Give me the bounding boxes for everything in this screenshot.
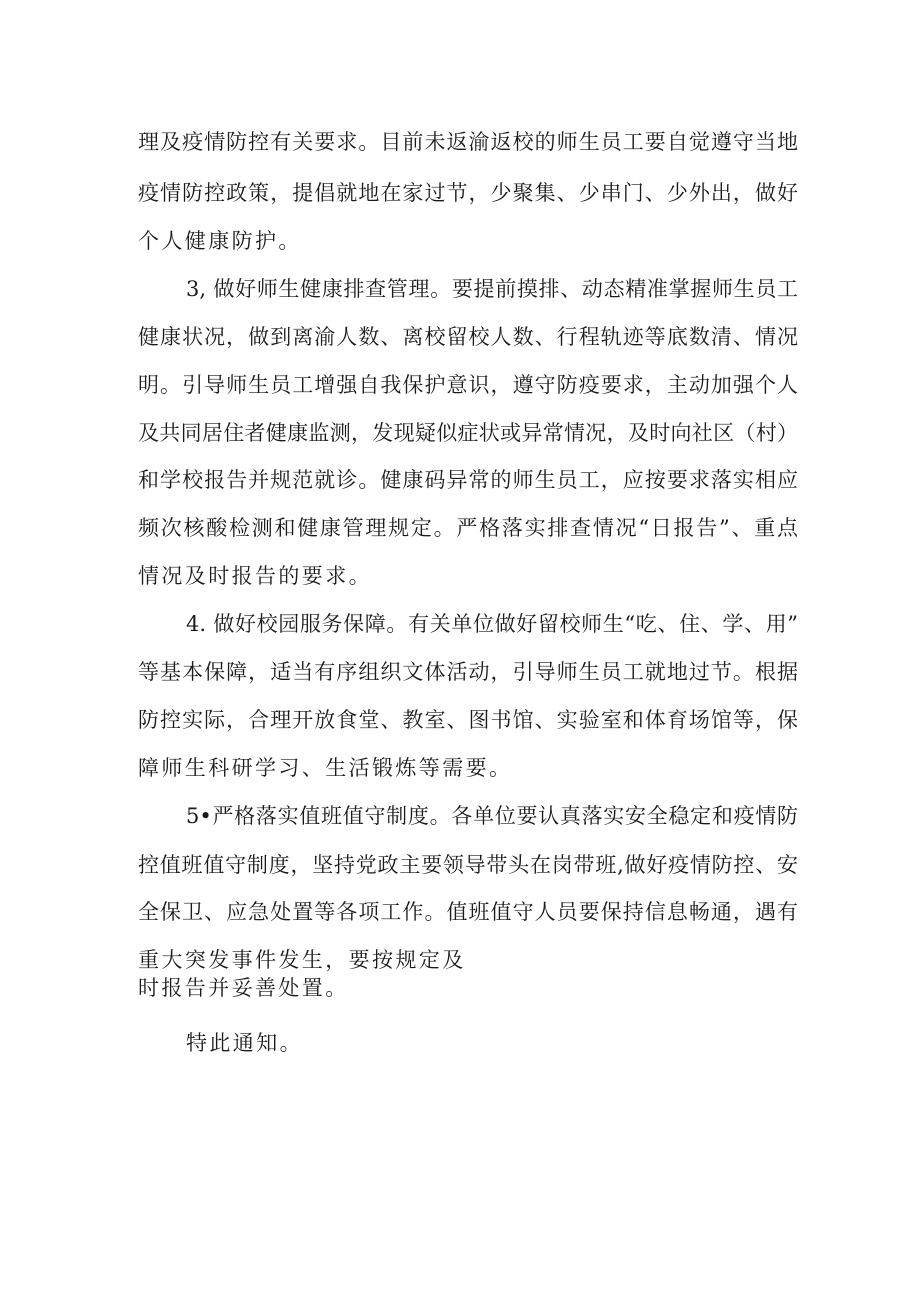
paragraph-2-line-4: 及共同居住者健康监测，发现疑似症状或异常情况，及时向社区（村） bbox=[138, 421, 798, 445]
paragraph-4-line-4: 重大突发事件发生，要按规定及 bbox=[138, 948, 466, 972]
paragraph-1-line-1: 理及疫情防控有关要求。目前未返渝返校的师生员工要自觉遵守当地 bbox=[138, 130, 798, 154]
paragraph-2-line-2: 健康状况，做到离渝人数、离校留校人数、行程轨迹等底数清、情况 bbox=[138, 325, 798, 349]
paragraph-2-line-5: 和学校报告并规范就诊。健康码异常的师生员工，应按要求落实相应 bbox=[138, 468, 798, 492]
paragraph-3-line-3: 防控实际，合理开放食堂、教室、图书馆、实验室和体育场馆等，保 bbox=[138, 708, 798, 732]
paragraph-2-line-6: 频次核酸检测和健康管理规定。严格落实排查情况“日报告”、重点 bbox=[138, 516, 798, 540]
closing-line: 特此通知。 bbox=[186, 1031, 303, 1055]
paragraph-4-line-2: 控值班值守制度，坚持党政主要领导带头在岗带班,做好疫情防控、安 bbox=[138, 853, 798, 877]
paragraph-2-line-3: 明。引导师生员工增强自我保护意识，遵守防疫要求，主动加强个人 bbox=[138, 373, 798, 397]
paragraph-4-line-5: 时报告并妥善处置。 bbox=[138, 976, 349, 1000]
paragraph-2-line-7: 情况及时报告的要求。 bbox=[138, 564, 372, 588]
paragraph-3-line-2: 等基本保障，适当有序组织文体活动，引导师生员工就地过节。根据 bbox=[138, 660, 798, 684]
paragraph-1-line-3: 个人健康防护。 bbox=[138, 229, 302, 253]
paragraph-4-line-1: 5•严格落实值班值守制度。各单位要认真落实安全稳定和疫情防 bbox=[186, 804, 798, 828]
paragraph-3-line-4: 障师生科研学习、生活锻炼等需要。 bbox=[138, 756, 513, 780]
paragraph-3-line-1: 4. 做好校园服务保障。有关单位做好留校师生“吃、住、学、用” bbox=[186, 612, 798, 636]
paragraph-4-line-3: 全保卫、应急处置等各项工作。值班值守人员要保持信息畅通，遇有 bbox=[138, 900, 798, 924]
paragraph-2-line-1: 3, 做好师生健康排查管理。要提前摸排、动态精准掌握师生员工 bbox=[186, 277, 798, 301]
paragraph-1-line-2: 疫情防控政策，提倡就地在家过节，少聚集、少串门、少外出，做好 bbox=[138, 181, 798, 205]
